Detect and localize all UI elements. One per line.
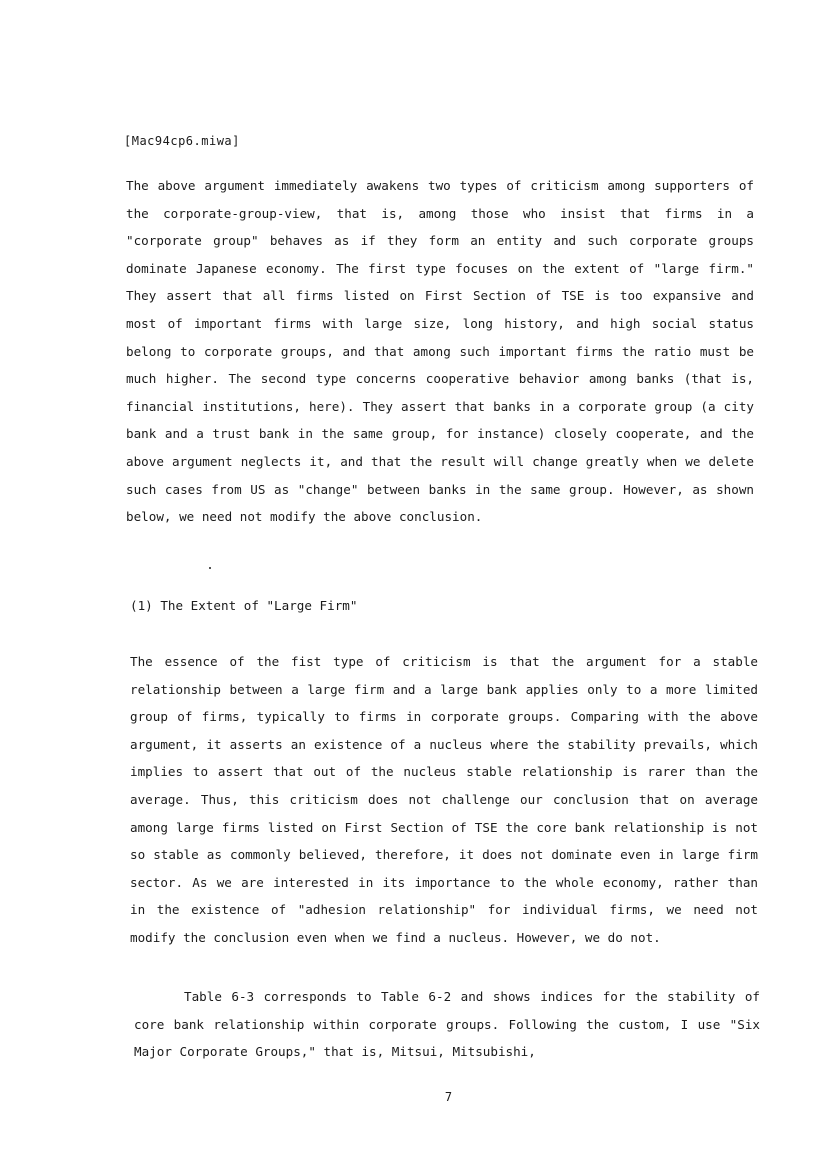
paragraph-criticism-intro: The above argument immediately awakens two types of criticism among supporters of the corporate-group-view, that is, among those who insist that firms in a "corporate group" behaves as if they form an entity and such corporate groups dominate Japanese economy. The first type focuses on the extent of "large firm." They assert that all firms listed on First Section of TSE is too expansive and most of important firms with large size, long history, and high social status belong to corporate groups, and that among such important firms the ratio must be much higher. The second type concerns cooperative behavior among banks (that is, financial institutions, here). They assert that banks in a corporate group (a city bank and a trust bank in the same group, for instance) closely cooperate, and the above argument neglects it, and that the result will change greatly when we delete such cases from US as "change" between banks in the same group. However, as shown below, we need not modify the above conclusion.	[126, 178, 754, 525]
section-heading: (1) The Extent of "Large Firm"	[130, 598, 358, 613]
paragraph-table-reference: Table 6-3 corresponds to Table 6-2 and shows indices for the stability of core bank relationship within corporate groups. Following the custom, I use "Six Major Corporate Groups," that is, Mitsui, Mitsubishi,	[134, 989, 760, 1060]
file-tag: [Mac94cp6.miwa]	[124, 134, 240, 148]
paragraph-first-criticism: The essence of the fist type of criticism is that the argument for a stable relationship between a large firm and a large bank applies only to a more limited group of firms, typically to firms in corporate groups. Comparing with the above argument, it asserts an existence of a nucleus where the stability prevails, which implies to assert that out of the nucleus stable relationship is rarer than the average. Thus, this criticism does not challenge our conclusion that on average among large firms listed on First Section of TSE the core bank relationship is not so stable as commonly believed, therefore, it does not dominate even in large firm sector. As we are interested in its importance to the whole economy, rather than in the existence of "adhesion relationship" for individual firms, we need not modify the conclusion even when we find a nucleus. However, we do not.	[130, 654, 758, 945]
page-number: 7	[444, 1090, 453, 1104]
scan-speck	[209, 567, 211, 569]
